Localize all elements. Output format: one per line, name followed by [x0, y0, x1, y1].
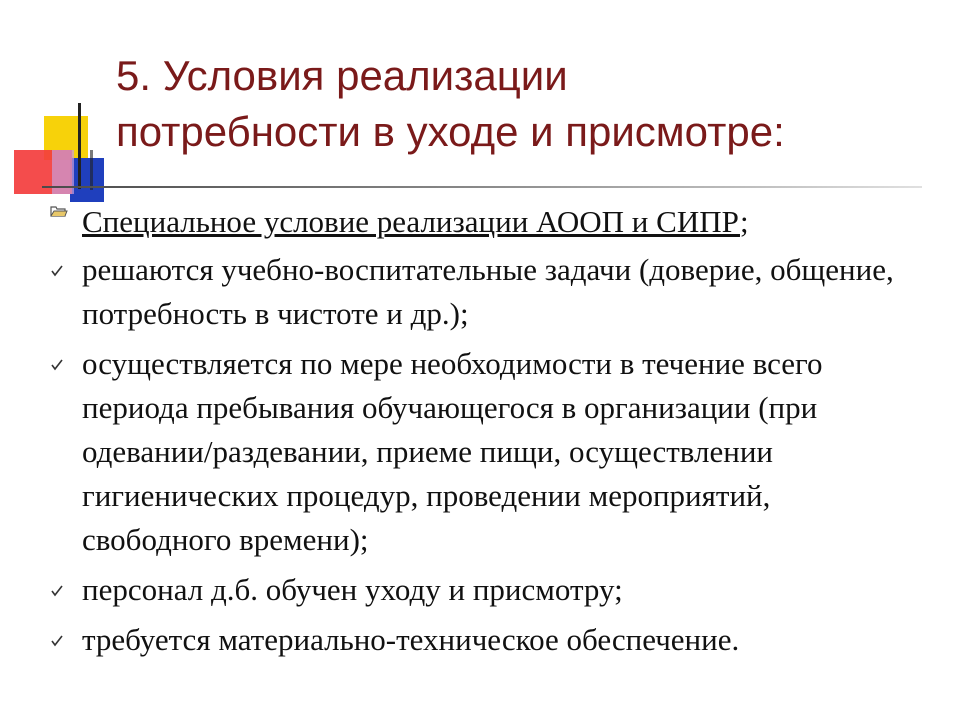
slide-title-line-2: потребности в уходе и присмотре:: [116, 108, 785, 155]
list-item: [44, 342, 924, 562]
list-item-text: осуществляется по мере необходимости в течение всего периода пребывания обучающегося в организации (при одевании/раздевании, приеме пищи, осуществлении гигиенических процедур, проведении мероприятий, свободного времени);: [82, 346, 823, 557]
blue-square-decoration: [70, 158, 104, 202]
slide-title-line-1: 5. Условия реализации: [116, 52, 568, 99]
list-item-text: персонал д.б. обучен уходу и присмотру;: [82, 572, 623, 607]
title-underline-rule: [42, 186, 922, 188]
list-item-link-text[interactable]: Специальное условие реализации АООП и СИПР: [82, 204, 740, 239]
checkmark-icon: [50, 620, 64, 664]
list-item-text: решаются учебно-воспитательные задачи (доверие, общение, потребность в чистоте и др.);: [82, 252, 894, 331]
list-item: [44, 248, 924, 336]
bullet-list: [44, 200, 924, 668]
vertical-line-decoration: [78, 103, 81, 189]
folder-open-icon: [50, 192, 68, 236]
list-item: [44, 568, 924, 612]
checkmark-icon: [50, 570, 64, 614]
checkmark-icon: [50, 344, 64, 388]
list-item-tail: ;: [739, 204, 749, 239]
checkmark-icon: [50, 250, 64, 294]
list-item: [44, 618, 924, 662]
slide-title: [116, 48, 896, 160]
list-item-text: требуется материально-техническое обеспечение.: [82, 622, 740, 657]
list-item: [44, 200, 924, 244]
vertical-line-decoration-2: [90, 150, 93, 190]
